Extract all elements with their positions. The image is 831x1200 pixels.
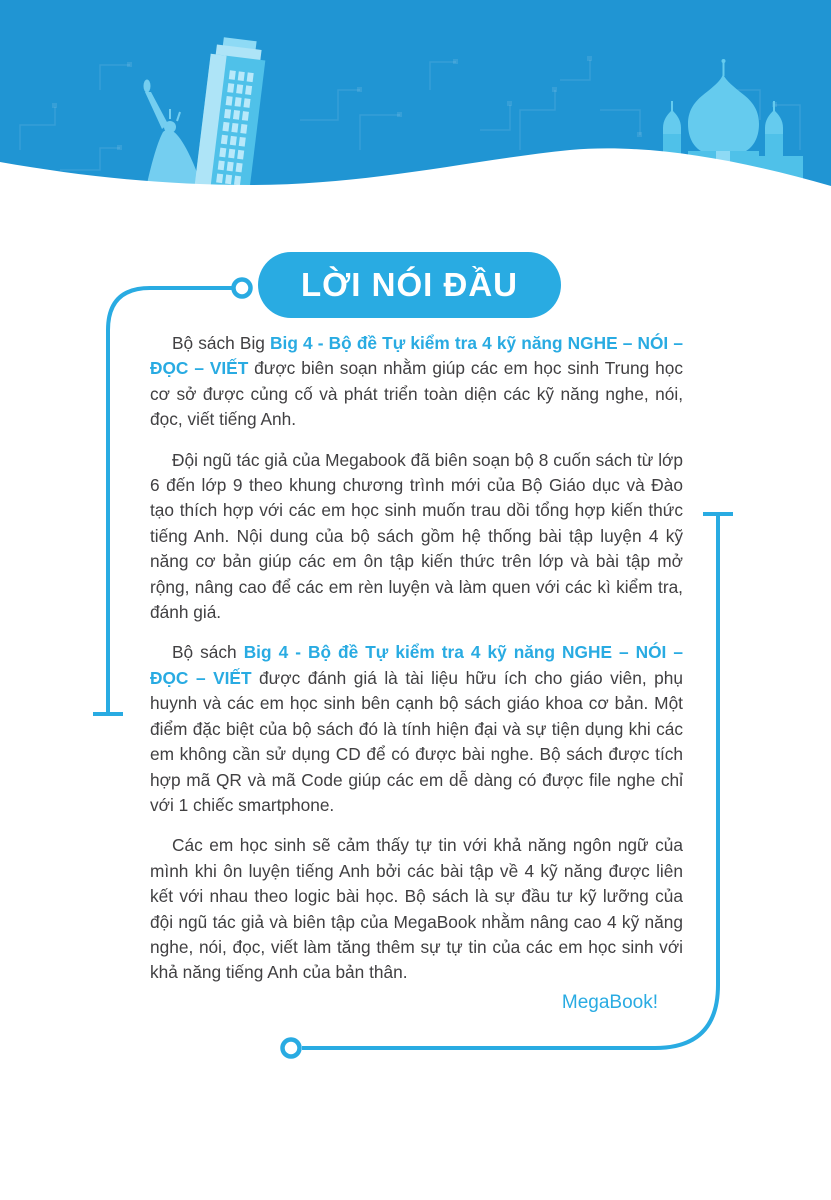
publisher-signature: MegaBook! bbox=[561, 992, 658, 1013]
text-segment: Bộ sách Big bbox=[172, 333, 271, 353]
paragraph bbox=[150, 331, 683, 433]
preface-text bbox=[150, 331, 683, 1001]
bottom-connector-ring bbox=[283, 1040, 300, 1057]
text-segment: được đánh giá là tài liệu hữu ích cho giáo viên, phụ huynh và các em học sinh bên cạnh bộ sách giáo khoa cơ bản. Một điểm đặc biệt của bộ sách đó là tính hiện đại và sự tiện dụng khi các em không cần sử dụng CD để có được bài nghe. Bộ sách được tích hợp mã QR và mã Code giúp các em dễ dàng có được file nghe chỉ với 1 chiếc smartphone. bbox=[150, 667, 683, 815]
section-title: LỜI NÓI ĐẦU bbox=[301, 266, 518, 303]
paragraph bbox=[150, 640, 683, 818]
paragraph bbox=[150, 833, 683, 985]
text-segment: Đội ngũ tác giả của Megabook đã biên soạn bộ 8 cuốn sách từ lớp 6 đến lớp 9 theo khung chương trình mới của Bộ Giáo dục và Đào tạo thích hợp với các em học sinh muốn trau dồi tổng hợp kiến thức tiếng Anh. Nội dung của bộ sách gồm hệ thống bài tập luyện 4 kỹ năng cơ bản giúp các em ôn tập kiến thức trên lớp và bài tập mở rộng, nâng cao để các em rèn luyện và làm quen với các kì kiểm tra, đánh giá. bbox=[150, 449, 683, 623]
title-connector-ring bbox=[234, 280, 251, 297]
highlighted-text: Big 4 - Bộ đề Tự kiểm tra 4 kỹ năng NGHE – NÓI – ĐỌC – VIẾT bbox=[150, 642, 683, 688]
highlighted-text: Big 4 - Bộ đề Tự kiểm tra 4 kỹ năng NGHE – NÓI – ĐỌC – VIẾT bbox=[150, 333, 683, 379]
section-title-badge bbox=[258, 252, 561, 318]
paragraph bbox=[150, 448, 683, 626]
text-segment: Các em học sinh sẽ cảm thấy tự tin với khả năng ngôn ngữ của mình khi ôn luyện tiếng Anh bởi các bài tập về 4 kỹ năng được liên kết với nhau theo logic bài học. Bộ sách là sự đầu tư kỹ lưỡng của đội ngũ tác giả và biên tập của MegaBook nhằm nâng cao 4 kỹ năng nghe, nói, đọc, viết làm tăng thêm sự tự tin của các em học sinh với khả năng tiếng Anh của bản thân. bbox=[150, 835, 683, 983]
text-segment: Bộ sách bbox=[172, 642, 244, 663]
header-banner bbox=[0, 0, 831, 200]
text-segment: được biên soạn nhằm giúp các em học sinh Trung học cơ sở được củng cố và phát triển toàn diện các kỹ năng nghe, nói, đọc, viết tiếng Anh. bbox=[150, 358, 683, 430]
